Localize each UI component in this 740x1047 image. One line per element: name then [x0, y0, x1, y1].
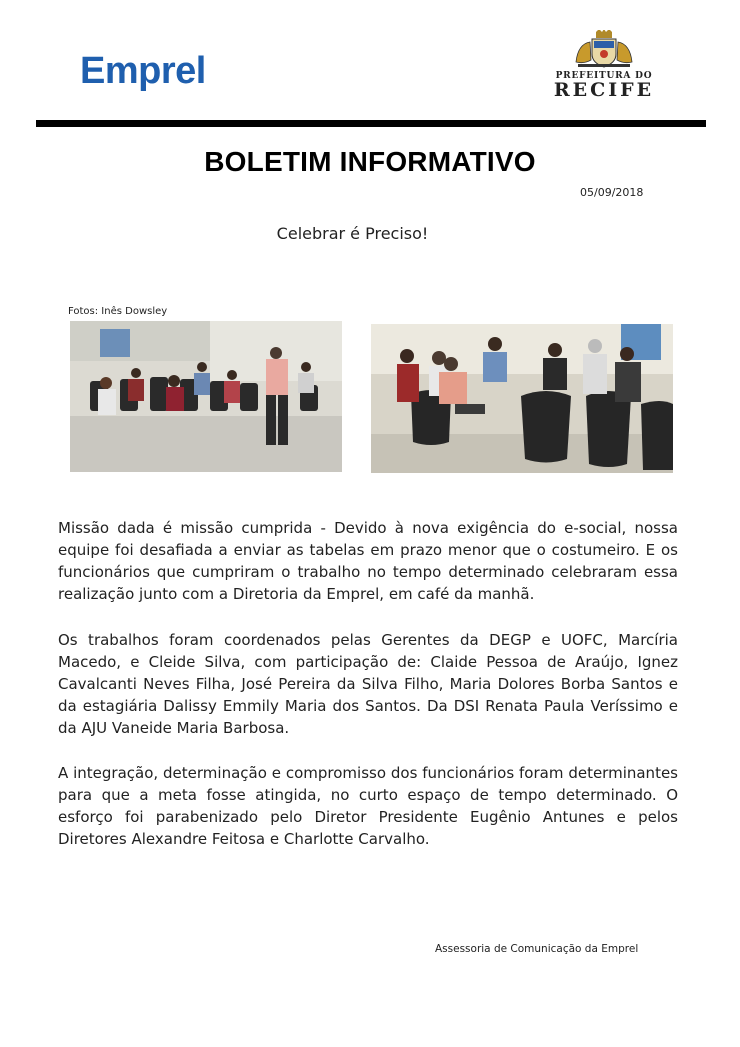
meeting-circle-photo — [371, 324, 673, 473]
article-paragraph-2: Os trabalhos foram coordenados pelas Gerentes da DEGP e UOFC, Marcíria Macedo, e Cleide Silva, com participação de: Claide Pessoa de Araújo, Ignez Cavalcanti Neves Filha, José Pereira da Silva Filho, Maria Dolores Borba Santos e da estagiária Dalissy Emmily Maria dos Santos. Da DSI Renata Paula Veríssimo e da AJU Vaneide Maria Barbosa. — [58, 631, 678, 737]
footer-credit: Assessoria de Comunicação da Emprel — [435, 943, 639, 955]
article-paragraph-3: A integração, determinação e compromisso dos funcionários foram determinantes para que a meta fosse atingida, no curto espaço de tempo determinado. O esforço foi parabenizado pelo Diretor Presidente Eugênio Antunes e pelos Diretores Alexandre Feitosa e Charlotte Carvalho. — [58, 764, 678, 848]
page-title: BOLETIM INFORMATIVO — [204, 146, 536, 177]
meeting-room-photo — [70, 321, 342, 472]
article-paragraph-1: Missão dada é missão cumprida - Devido à nova exigência do e-social, nossa equipe foi desafiada a enviar as tabelas em prazo menor que o costumeiro. E os funcionários que cumpriram o trabalho no tempo determinado celebraram essa realização junto com a Diretoria da Emprel, em café da manhã. — [58, 519, 678, 603]
prefeitura-recife-logo — [548, 30, 660, 101]
bulletin-date: 05/09/2018 — [580, 186, 644, 199]
photo-credit: Fotos: Inês Dowsley — [68, 306, 168, 317]
article-headline: Celebrar é Preciso! — [276, 224, 429, 243]
prefeitura-do-label: PREFEITURA DO — [555, 71, 653, 81]
header-divider — [36, 120, 706, 127]
recife-coat-of-arms-icon — [572, 30, 636, 68]
recife-label: RECIFE — [553, 79, 655, 101]
emprel-logo: Emprel — [80, 50, 206, 92]
